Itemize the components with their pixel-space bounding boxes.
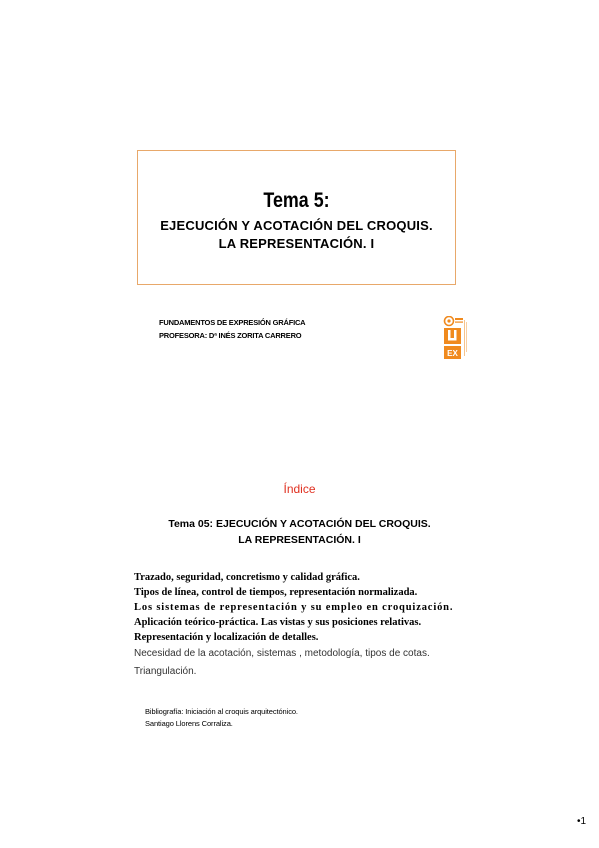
index-tema-subtitle: LA REPRESENTACIÓN. I	[238, 534, 361, 546]
bibliography-author: Santiago Llorens Corraliza.	[145, 719, 233, 728]
bibliography-title: Bibliografía: Iniciación al croquis arquitectónico.	[145, 707, 298, 716]
topics-bold-list	[134, 570, 474, 645]
bibliography	[145, 706, 298, 730]
page-number: •1	[577, 816, 587, 827]
topic-item: Tipos de línea, control de tiempos, representación normalizada.	[134, 587, 418, 598]
topic-item: Triangulación.	[134, 666, 197, 677]
topic-item: Los sistemas de representación y su empleo en croquización.	[134, 602, 454, 613]
page-title: Tema 5:	[263, 189, 330, 212]
subtitle-line-2: LA REPRESENTACIÓN. I	[218, 236, 375, 251]
topic-item: Necesidad de la acotación, sistemas , metodología, tipos de cotas.	[134, 648, 430, 659]
uex-logo	[442, 316, 468, 360]
subtitle-line-1: EJECUCIÓN Y ACOTACIÓN DEL CROQUIS.	[160, 218, 433, 233]
index-heading: Índice	[283, 482, 316, 496]
title-box	[137, 150, 456, 285]
course-info	[159, 316, 305, 342]
professor-name: PROFESORA: Dª INÉS ZORITA CARRERO	[159, 331, 302, 340]
topics-plain-list	[134, 645, 474, 681]
course-name: FUNDAMENTOS DE EXPRESIÓN GRÁFICA	[159, 318, 306, 327]
index-tema-title: Tema 05: EJECUCIÓN Y ACOTACIÓN DEL CROQUIS.	[168, 518, 431, 530]
topic-item: Trazado, seguridad, concretismo y calidad gráfica.	[134, 572, 360, 583]
topic-item: Representación y localización de detalles.	[134, 632, 319, 643]
topic-item: Aplicación teórico-práctica. Las vistas y sus posiciones relativas.	[134, 617, 422, 628]
svg-text:EX: EX	[447, 349, 458, 358]
